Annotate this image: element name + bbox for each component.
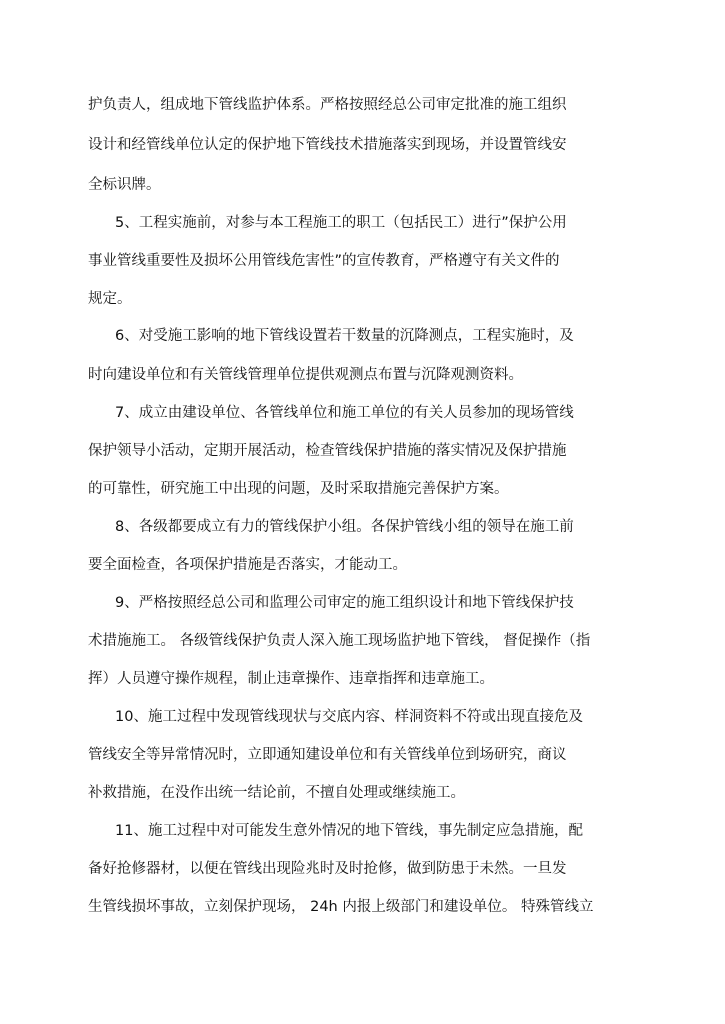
text-line: 挥）人员遵守操作规程，制止违章操作、违章指挥和违章施工。	[88, 671, 494, 687]
text-line: 9、严格按照经总公司和监理公司审定的施工组织设计和地下管线保护技	[115, 595, 574, 611]
text-line: 保护领导小活动，定期开展活动，检查管线保护措施的落实情况及保护措施	[88, 443, 567, 459]
text-line: 时向建设单位和有关管线管理单位提供观测点布置与沉降观测资料。	[88, 367, 523, 383]
text-line: 生管线损坏事故，立刻保护现场， 24h 内报上级部门和建设单位。 特殊管线立	[88, 899, 594, 915]
text-line: 7、成立由建设单位、各管线单位和施工单位的有关人员参加的现场管线	[115, 405, 574, 421]
text-line: 规定。	[88, 291, 132, 307]
text-line: 术措施施工。 各级管线保护负责人深入施工现场监护地下管线， 督促操作（指	[88, 633, 591, 649]
text-line: 11、施工过程中对可能发生意外情况的地下管线，事先制定应急措施，配	[115, 823, 583, 839]
text-line: 护负责人，组成地下管线监护体系。严格按照经总公司审定批准的施工组织	[88, 97, 567, 113]
text-line: 事业管线重要性及损坏公用管线危害性”的宣传教育，严格遵守有关文件的	[88, 253, 560, 269]
text-line: 10、施工过程中发现管线现状与交底内容、样洞资料不符或出现直接危及	[115, 709, 583, 725]
text-line: 要全面检查，各项保护措施是否落实，才能动工。	[88, 557, 407, 573]
text-line: 的可靠性，研究施工中出现的问题，及时采取措施完善保护方案。	[88, 481, 509, 497]
text-line: 8、各级都要成立有力的管线保护小组。各保护管线小组的领导在施工前	[115, 519, 574, 535]
text-line: 全标识牌。	[88, 177, 161, 193]
text-line: 6、对受施工影响的地下管线设置若干数量的沉降测点，工程实施时，及	[115, 328, 574, 344]
text-line: 备好抢修器材，以便在管线出现险兆时及时抢修，做到防患于未然。一旦发	[88, 861, 567, 877]
text-line: 5、工程实施前，对参与本工程施工的职工（包括民工）进行”保护公用	[115, 215, 567, 231]
text-line: 设计和经管线单位认定的保护地下管线技术措施落实到现场，并设置管线安	[88, 137, 567, 153]
text-line: 补救措施，在没作出统一结论前，不擅自处理或继续施工。	[88, 785, 465, 801]
text-line: 管线安全等异常情况时，立即通知建设单位和有关管线单位到场研究，商议	[88, 747, 567, 763]
